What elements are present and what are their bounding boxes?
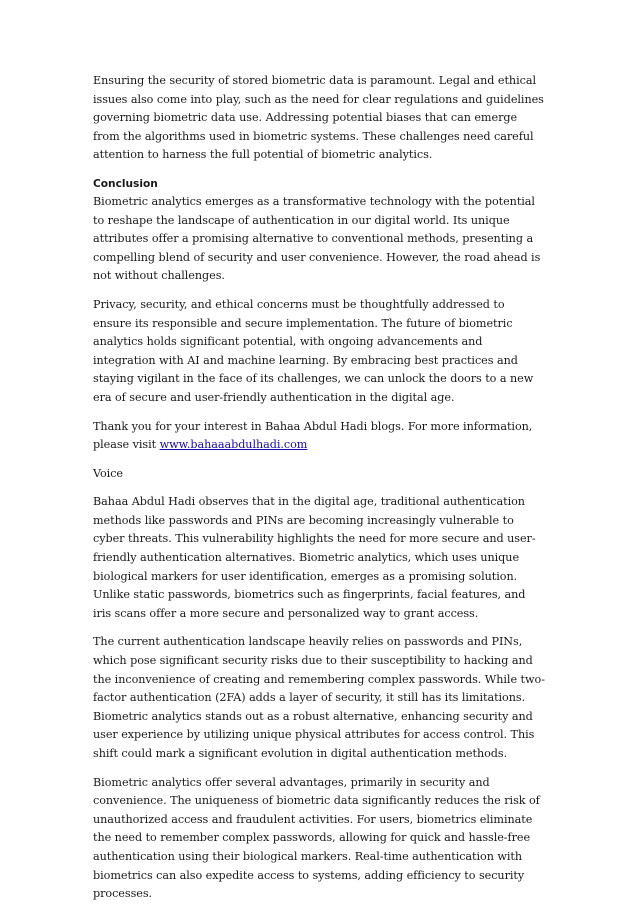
thank-you-text: Thank you for your interest in Bahaa Abdul Hadi blogs. For more information, please visit <box>93 419 533 452</box>
paragraph-security-challenges: Ensuring the security of stored biometric data is paramount. Legal and ethical issues also come into play, such as the need for clear regulations and guidelines governing biometric data use. Addressing potential biases that can emerge from the algorithms used in biometric systems. These challenges need careful attention to harness the full potential of biometric analytics. <box>93 74 544 162</box>
paragraph-conclusion-intro: Biometric analytics emerges as a transformative technology with the potential to reshape the landscape of authentication in our digital world. Its unique attributes offer a promising alternative to conventional methods, presenting a compelling blend of security and user convenience. However, the road ahead is not without challenges. <box>93 194 541 283</box>
paragraph-thank-you <box>93 418 546 455</box>
paragraph-current-landscape: The current authentication landscape heavily relies on passwords and PINs, which pose significant security risks due to their susceptibility to hacking and the inconvenience of creating and remembering complex passwords. While two-factor authentication (2FA) adds a layer of security, it still has its limitations. Biometric analytics stands out as a robust alternative, enhancing security and user experience by utilizing unique physical attributes for access control. This shift could mark a significant evolution in digital authentication methods. <box>93 635 545 760</box>
paragraph-advantages: Biometric analytics offer several advantages, primarily in security and convenience. The uniqueness of biometric data significantly reduces the risk of unauthorized access and fraudulent activities. For users, biometrics eliminate the need to remember complex passwords, allowing for quick and hassle-free authentication using their biological markers. Real-time authentication with biometrics can also expedite access to systems, adding efficiency to security processes. <box>93 775 540 901</box>
paragraph-voice-label: Voice <box>93 466 124 480</box>
website-link[interactable]: www.bahaaabdulhadi.com <box>159 438 308 452</box>
paragraph-privacy-future: Privacy, security, and ethical concerns must be thoughtfully addressed to ensure its responsible and secure implementation. The future of biometric analytics holds significant potential, with ongoing advancements and integration with AI and machine learning. By embracing best practices and staying vigilant in the face of its challenges, we can unlock the doors to a new era of secure and user-friendly authentication in the digital age. <box>93 297 534 404</box>
paragraph-digital-age: Bahaa Abdul Hadi observes that in the digital age, traditional authentication methods like passwords and PINs are becoming increasingly vulnerable to cyber threats. This vulnerability highlights the need for more secure and user-friendly authentication alternatives. Biometric analytics, which uses unique biological markers for user identification, emerges as a promising solution. Unlike static passwords, biometrics such as fingerprints, facial features, and iris scans offer a more secure and personalized way to grant access. <box>93 495 536 620</box>
heading-conclusion: Conclusion <box>93 177 158 190</box>
